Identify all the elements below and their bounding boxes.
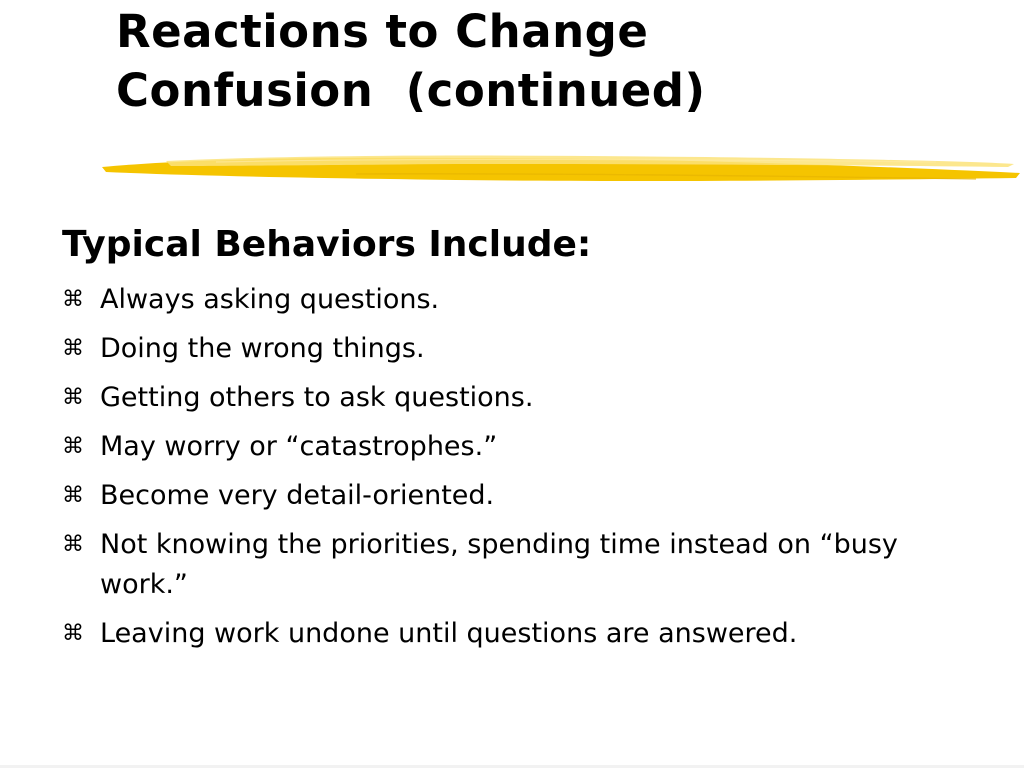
bullet-item xyxy=(62,614,962,654)
command-key-icon: ⌘ xyxy=(62,483,84,508)
command-key-icon: ⌘ xyxy=(62,287,84,312)
bullet-item xyxy=(62,280,962,320)
command-key-icon: ⌘ xyxy=(62,434,84,459)
bullet-item xyxy=(62,378,962,418)
bullet-item xyxy=(62,329,962,369)
section-heading: Typical Behaviors Include: xyxy=(62,224,592,265)
command-key-icon: ⌘ xyxy=(62,621,84,646)
bullet-item xyxy=(62,427,962,467)
title-line-1: Reactions to Change xyxy=(116,5,649,58)
bullet-text: Leaving work undone until questions are answered. xyxy=(100,618,798,649)
bullet-text: Become very detail-oriented. xyxy=(100,480,495,511)
bullet-text: Not knowing the priorities, spending time instead on “busy work.” xyxy=(100,529,898,600)
bullet-item xyxy=(62,476,962,516)
title-line-2: Confusion (continued) xyxy=(116,64,706,117)
bullet-text: Always asking questions. xyxy=(100,284,440,315)
command-key-icon: ⌘ xyxy=(62,336,84,361)
command-key-icon: ⌘ xyxy=(62,385,84,410)
yellow-highlight-stroke xyxy=(96,148,1024,188)
bullet-text: Doing the wrong things. xyxy=(100,333,425,364)
command-key-icon: ⌘ xyxy=(62,532,84,557)
slide-title xyxy=(116,2,996,120)
bullet-text: Getting others to ask questions. xyxy=(100,382,534,413)
bullet-text: May worry or “catastrophes.” xyxy=(100,431,498,462)
bullet-item xyxy=(62,525,962,605)
bullet-list xyxy=(62,280,962,663)
